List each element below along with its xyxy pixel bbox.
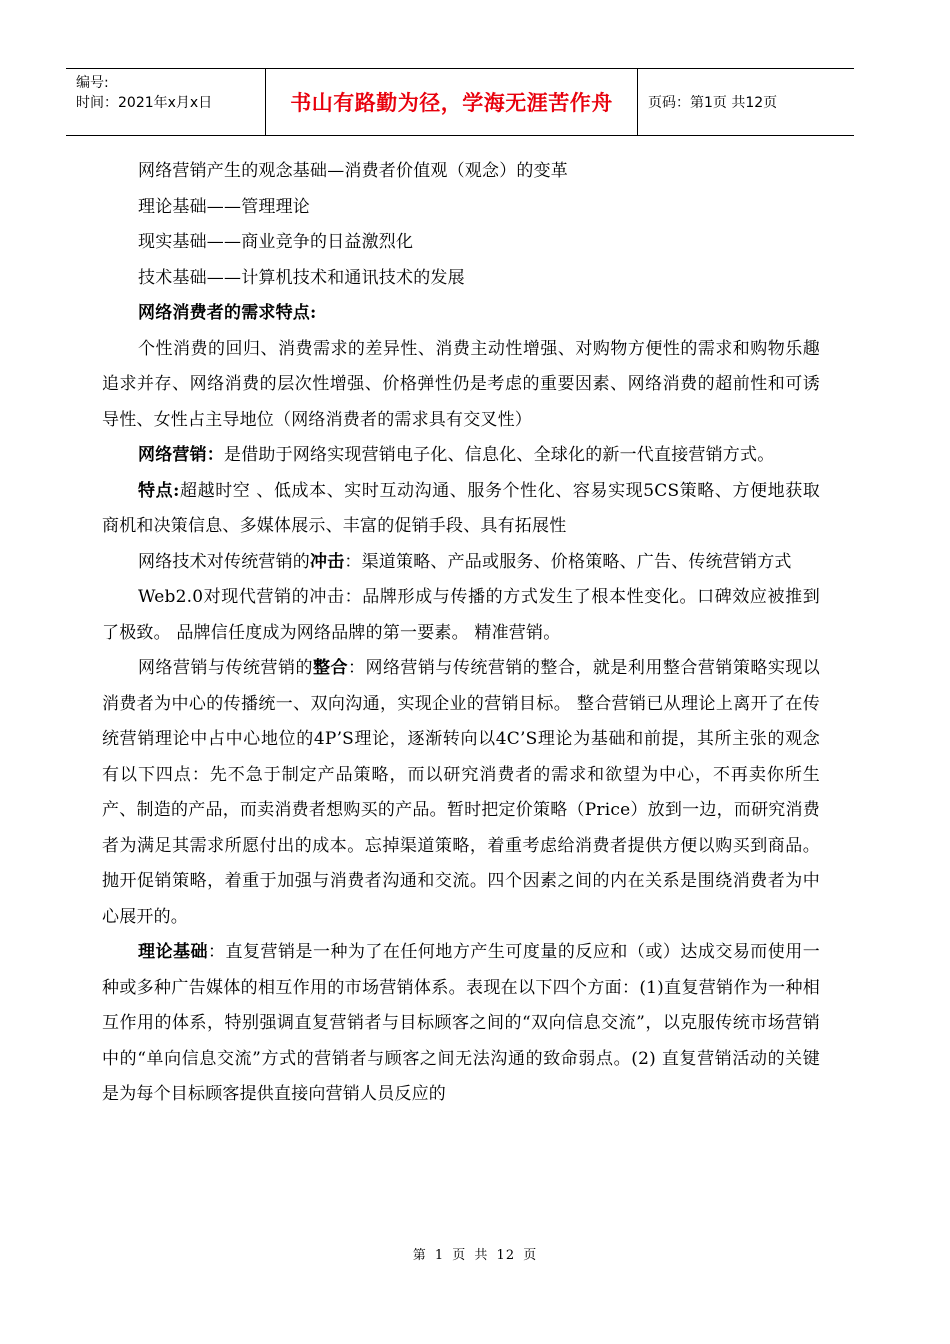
bold-term: 冲击 — [310, 551, 345, 572]
body-paragraph — [102, 651, 820, 935]
paragraph-text: 网络营销与传统营销的 — [138, 658, 313, 678]
header-motto: 书山有路勤为径，学海无涯苦作舟 — [266, 69, 638, 135]
bold-term: 特点: — [138, 480, 180, 501]
paragraph-text: 网络技术对传统营销的 — [138, 551, 310, 572]
bold-term: 网络消费者的需求特点: — [138, 303, 317, 323]
body-paragraph — [102, 474, 820, 545]
paragraph-text: ：网络营销与传统营销的整合，就是利用整合营销策略实现以 消费者为中心的传播统一、双向沟通，实现企业的营销目标。 整合营销已从理论上离开了在传统营销理论中占中心地位的4P’S理论，逐渐转向以4C’S理论为基础和前提，其所主张的观念有以下四点：先不急于制定产品策略，而以研究消费者的需求和欲望为中心，不再卖你所生产、制造的产品，而卖消费者想购买的产品。暂时把定价策略（Price）放到一边，而研究消费者为满足其需求所愿付出的成本。忘掉渠道策略，着重考虑给消费者提供方便以购买到商品。抛开促销策略，着重于加强与消费者沟通和交流。四个因素之间的内在关系是围绕消费者为中心展开的。 — [102, 658, 821, 927]
document-time-label: 时间：2021年x月x日 — [76, 95, 213, 111]
paragraph-text: Web2.0对现代营销的冲击：品牌形成与传播的方式发生了根本性变化。口碑效应被推到了极致。 品牌信任度成为网络品牌的第一要素。 精准营销。 — [102, 587, 820, 643]
body-paragraph — [102, 332, 820, 439]
body-paragraph — [102, 935, 820, 1113]
body-paragraph — [102, 545, 820, 581]
header-page-info: 页码：第1页 共12页 — [648, 95, 778, 111]
bold-term: 理论基础 — [138, 942, 208, 962]
paragraph-text: 理论基础——管理理论 — [138, 196, 310, 217]
body-paragraph — [102, 154, 820, 190]
header-meta — [66, 69, 266, 135]
page-footer: 第 1 页 共 12 页 — [412, 1248, 538, 1263]
body-paragraph — [102, 261, 820, 297]
paragraph-text: ：直复营销是一种为了在任何地方产生可度量的反应和（或）达成交易而使用一种或多种广告媒体的相互作用的市场营销体系。表现在以下四个方面：(1)直复营销作为一种相互作用的体系，特别强调直复营销者与目标顾客之间的“双向信息交流”，以克服传统市场营销中的“单向信息交流”方式的营销者与顾客之间无法沟通的致命弱点。(2) 直复营销活动的关键是为每个目标顾客提供直接向营销人员反应的 — [102, 942, 820, 1104]
paragraph-text: 是借助于网络实现营销电子化、信息化、全球化的新一代直接营销方式。 — [224, 445, 775, 465]
document-number-label: 编号: — [76, 75, 109, 91]
bold-term: 整合 — [312, 658, 348, 678]
paragraph-text: ：渠道策略、产品或服务、价格策略、广告、传统营销方式 — [344, 551, 792, 572]
body-paragraph — [102, 580, 820, 651]
paragraph-text: 个性消费的回归、消费需求的差异性、消费主动性增强、对购物方便性的需求和购物乐趣追求并存、网络消费的层次性增强、价格弹性仍是考虑的重要因素、网络消费的超前性和可诱导性、女性占主导地位（网络消费者的需求具有交叉性） — [102, 338, 820, 430]
body-paragraph — [102, 225, 820, 261]
bold-term: 网络营销： — [138, 445, 224, 465]
paragraph-text: 超越时空 、低成本、实时互动沟通、服务个性化、容易实现5CS策略、方便地获取商机和决策信息、多媒体展示、丰富的促销手段、具有拓展性 — [102, 480, 820, 536]
body-paragraph — [102, 296, 820, 332]
paragraph-text: 现实基础——商业竞争的日益激烈化 — [138, 232, 414, 252]
document-body — [102, 154, 820, 1113]
body-paragraph — [102, 190, 820, 226]
body-paragraph — [102, 438, 820, 474]
paragraph-text: 技术基础——计算机技术和通讯技术的发展 — [138, 267, 465, 288]
page-header — [66, 68, 854, 136]
paragraph-text: 网络营销产生的观念基础—消费者价值观（观念）的变革 — [138, 161, 568, 181]
